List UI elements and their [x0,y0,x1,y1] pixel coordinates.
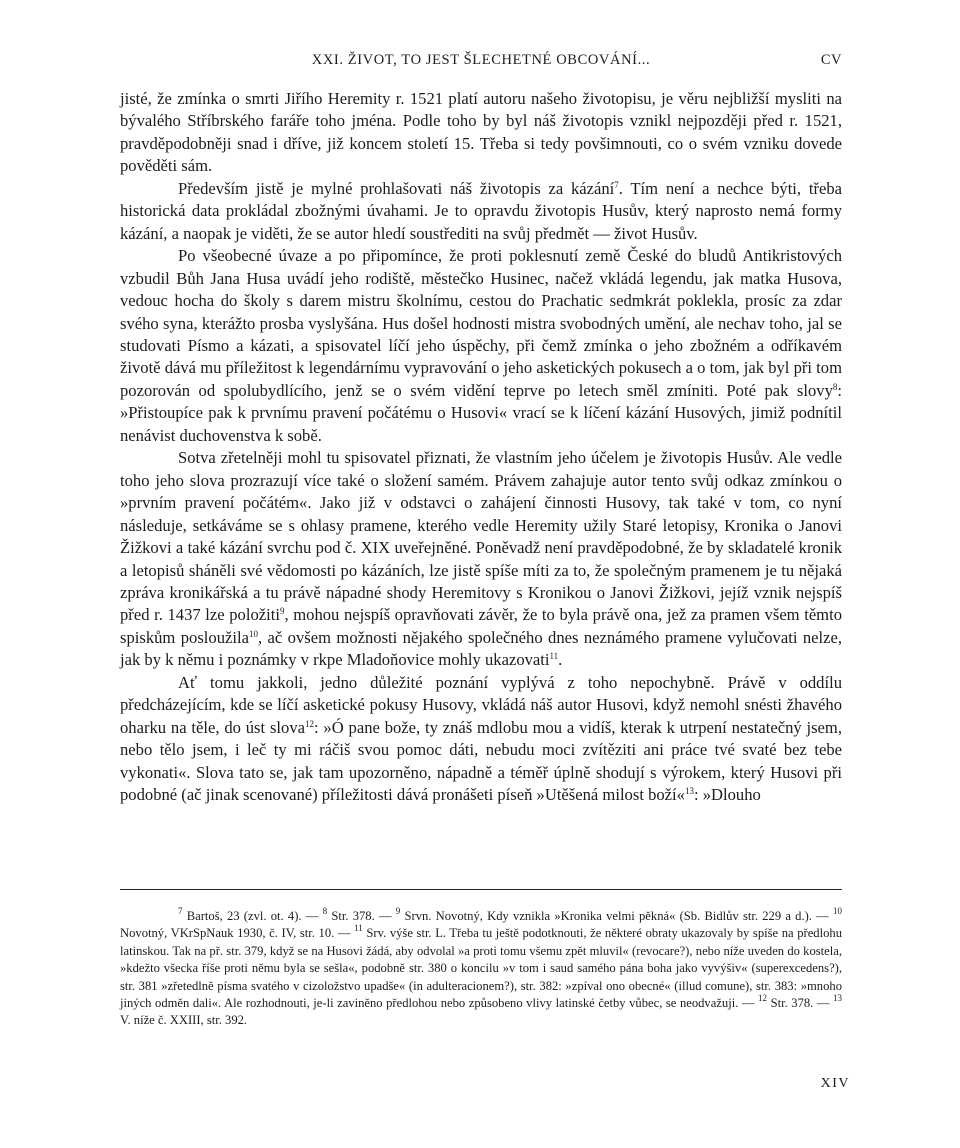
text-run: Po všeobecné úvaze a po připomínce, že proti poklesnutí země České do bludů Antikristových vzbudil Bůh Jana Husa uvádí jeho rodiště, městečko Husinec, načež vkládá legendu, jak matka Husova, vedouc hocha do školy s darem mistru školnímu, cestou do Prachatic sedmkrát poklekla, prosíc za zdar svého syna, kterážto prosba vyslyšána. Hus došel hodnosti mistra svobodných umění, ale nechav toho, jal se studovati Písmo a kázati, a spisovatel líčí jeho úspěchy, při čemž zmínka o jeho zbožném a odříkavém životě dává mu příležitost k legendárnímu vypravování o jeho asketických pokusech a o tom, jak byl při tom pozorován od spolubydlícího, jenž se o svém vidění teprve po letech směl zmíniti. Poté pak slovy [120,246,842,400]
footnote-divider [120,889,842,890]
text-run: Ať tomu jakkoli, jedno důležité poznání vyplývá z toho nepochybně. Právě v oddílu předcházejícím, kde se líčí asketické pokusy Husovy, vkládá náš autor Husovi, když nemohl snésti žhavého oharku na těle, do úst slova [120,672,842,737]
footnote-ref: 13 [684,786,694,797]
text-run: , ač ovšem možnosti nějakého společného dnes neznámého pramene vylučovati nelze, jak by k němu i poznámky v rkpe Mladoňovice mohly ukazovati [120,627,842,670]
text-run: Srvn. Novotný, Kdy vznikla »Kronika velmi pěkná« (Sb. Bidlův str. 229 a d.). — [400,909,833,923]
text-run: , mohou nejspíš opravňovati závěr, že to byla právě ona, jež za pramen všem těmto spiskům posloužila [120,605,842,647]
text-run: . Tím není a nechce býti, třeba historická data prokládal zbožnými úvahami. Je to opravdu životopis Husův, který naprosto nemá formy kázání, a naopak je viděti, že se autor hledí soustřediti na svůj předmět — život Husův. [120,178,842,243]
footnote-ref: 12 [304,718,314,729]
footnote-ref: 13 [833,993,842,1004]
paragraph [120,88,842,178]
text-run: Bartoš, 23 (zvl. ot. 4). — [182,909,323,923]
text-run: V. níže č. XXIII, str. 392. [120,1013,248,1028]
footnote-ref: 11 [354,923,363,934]
footnotes [120,908,842,1030]
footnote-ref: 8 [832,381,838,392]
footnote-ref: 10 [833,906,842,916]
footnote-text [120,908,842,1030]
footnote-ref: 9 [279,606,285,617]
running-head: XXI. ŽIVOT, TO JEST ŠLECHETNÉ OBCOVÁNÍ... [311,52,651,68]
paragraph [120,245,842,447]
text-run: Srv. výše str. L. Třeba tu ještě podotknouti, že některé obraty ukazovaly by spíše na předlohu latinskou. Tak na př. str. 379, když se na Husovi žádá, aby odvolal »a proti tomu všemu zpět mluvil« (revocare?), nebo níže uveden do kostela, »kdežto všecka říše proti němu byla se sešla«, podobně str. 380 o koncilu »v tom i saud samého pána boha jako vyvýšiv« (superexcedens?), str. 381 »zřetedlně písma svatého v cizoložstvo upadše« (in adulteracionem?), str. 382: »zpíval ono obecné« (illud comune), str. 383: »mnoho jiných odměn dali«. Ale rozhodnouti, je-li zaviněno předlohou nebo způsobeno vlivy latinské četby vůbec, se neodvažuji. — [120,926,842,1011]
page-number: CV [820,52,842,68]
text-run: Str. 378. — [327,909,396,923]
footnote-ref: 11 [549,651,559,662]
printer-signature: XIV [820,1076,850,1091]
text-run: . [558,650,563,670]
paragraph [120,178,842,245]
footnote-ref: 10 [248,628,258,639]
text-run: : »Přistoupíce pak k prvnímu pravení počátému o Husovi« vrací se k líčení kázání Husových, jimiž podnítil nenávist duchovenstva k sobě. [120,380,842,445]
page-header [120,52,842,72]
text-run: jisté, že zmínka o smrti Jiřího Heremity r. 1521 platí autoru našeho životopisu, je věru nejbližší mysliti na bývalého Stříbrského faráře toho jména. Podle toho by byl náš životopis vznikl nejpozději před r. 1521, pravděpodobněji snad i dříve, již koncem století 15. Třeba si tedy povšimnouti, co o svém vzniku dovede pověděti sám. [120,89,842,176]
footnote-ref: 7 [614,179,619,190]
text-run: Str. 378. — [767,996,833,1011]
text-run: : »Dlouho [693,785,761,805]
footnote-ref: 12 [758,993,768,1004]
footnote-ref: 9 [395,906,401,916]
paragraph [120,672,842,807]
text-run: Novotný, VKrSpNauk 1930, č. IV, str. 10. — [120,926,355,941]
text-run: Sotva zřetelněji mohl tu spisovatel přiznati, že vlastním jeho účelem je životopis Husův. Ale vedle toho jeho slova prozrazují více také o složení samém. Právem zahajuje autor tento svůj odkaz zmínkou o »prvním pravení počátém«. Jako již v odstavci o zahájení činnosti Husovy, tak také v tom, co nyní následuje, setkáváme se s ohlasy pramene, kterého vedle Heremity užily Staré letopisy, Kronika o Janovi Žižkovi a také kázání svrchu pod č. XIX uveřejněné. Poněvadž není pravděpodobné, že by skladatelé kronik a letopisů sháněli své vědomosti po kázáních, lze jistě spíše míti za to, že společným pramenem je tu nějaká zpráva kronikářská a tu právě nápadné shody Heremitovy s Kronikou o Janovi Žižkovi, jejíž vznik nejspíš před r. 1437 lze položiti [120,448,842,625]
main-text [120,88,842,807]
footnote-ref: 7 [178,906,183,916]
text-run: : »Ó pane bože, ty znáš mdlobu mou a vidíš, kterak k utrpení nestatečný jsem, nebo tělo jsem, i leč ty mi ráčiš svou pomoc dáti, nebudu moci zvítěziti ani práce tvé svaté bez tebe vykonati«. Slova tato se, jak tam upozorněno, nápadně a téměř úplně shodují s výrokem, který Husovi při podobné (ač jinak scenované) příležitosti dává pronášeti píseň »Utěšená milost boží« [120,717,842,805]
text-run: Především jistě je mylné prohlašovati náš životopis za kázání [178,178,615,198]
paragraph [120,447,842,672]
footnote-ref: 8 [322,906,328,916]
